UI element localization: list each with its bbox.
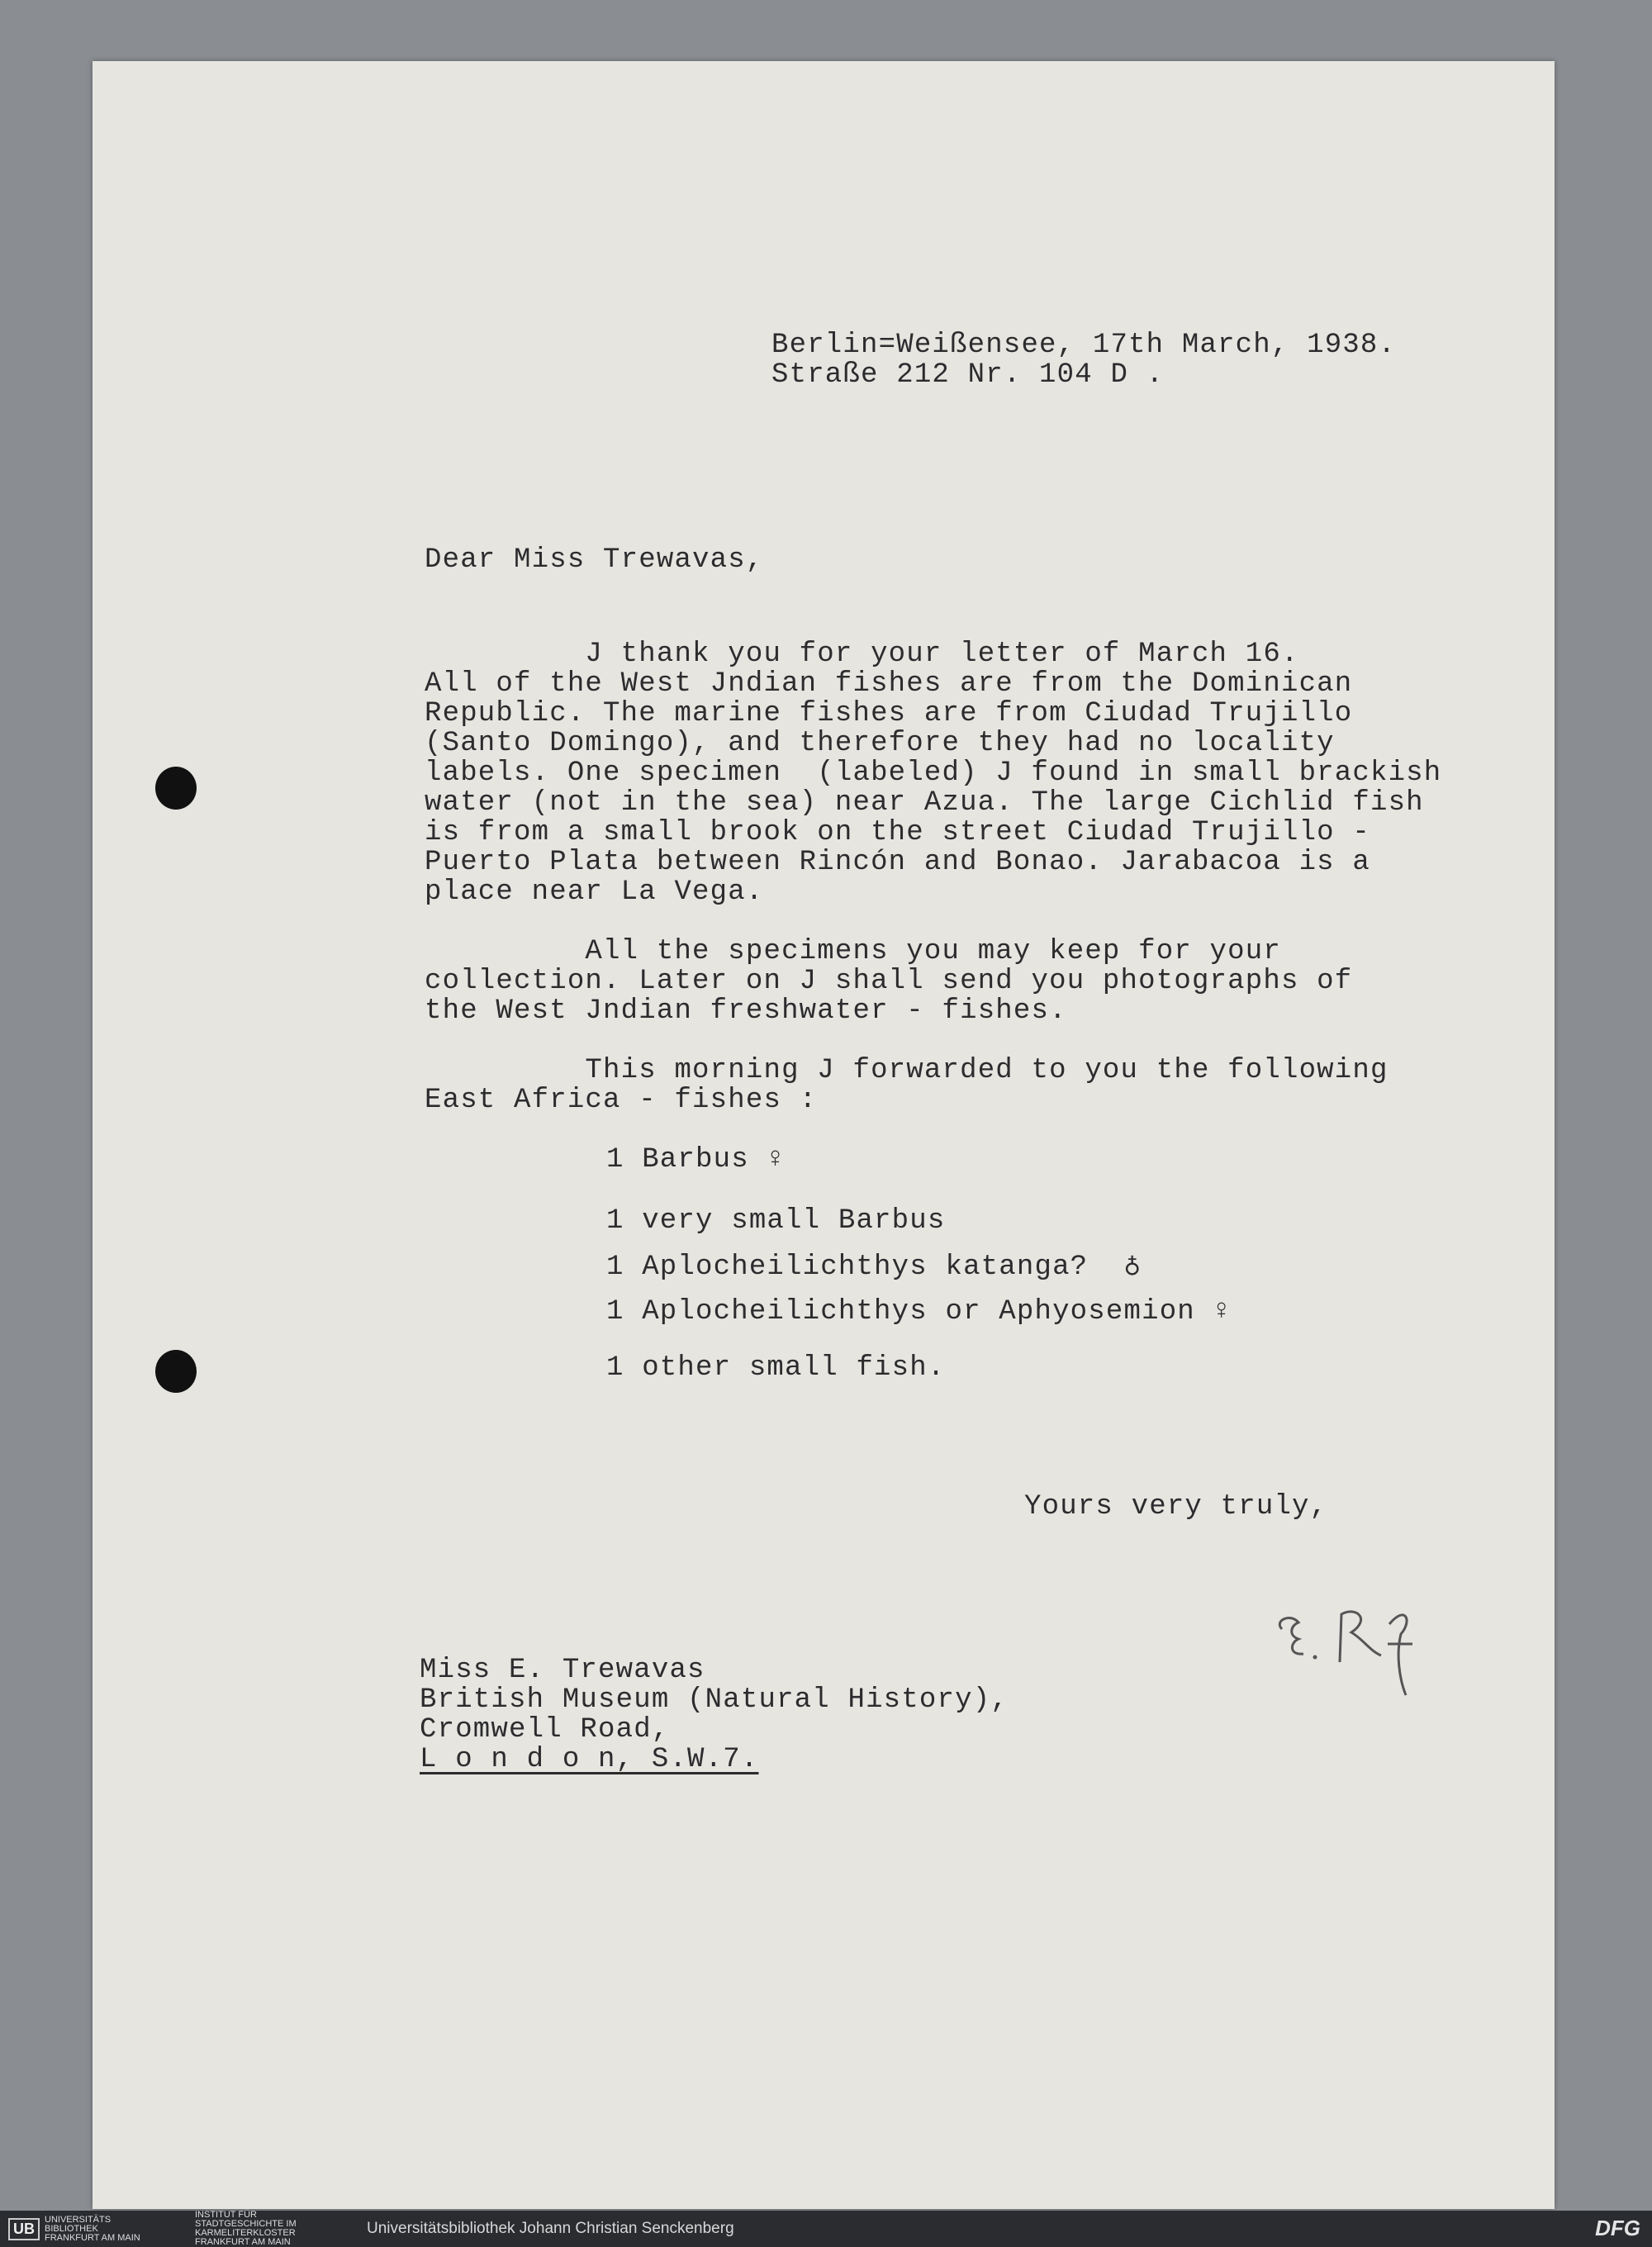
- text-line: All the specimens you may keep for your: [425, 936, 1281, 967]
- text-line: Puerto Plata between Rincón and Bonao. Jarabacoa is a: [425, 847, 1370, 878]
- text-line: Republic. The marine fishes are from Ciudad Trujillo: [425, 698, 1353, 729]
- text-line: This morning J forwarded to you the following: [425, 1055, 1389, 1086]
- list-item: 1 Aplocheilichthys or Aphyosemion ♀: [606, 1296, 1232, 1328]
- library-name: Universitätsbibliothek Johann Christian Senckenberg: [367, 2220, 734, 2237]
- text-line: J thank you for your letter of March 16.: [425, 639, 1299, 670]
- ub-logo: [8, 2214, 144, 2244]
- text-line: is from a small brook on the street Ciudad Trujillo -: [425, 817, 1370, 848]
- text-line: British Museum (Natural History),: [420, 1684, 1009, 1716]
- institute-logo: [195, 2210, 344, 2247]
- text-line: labels. One specimen (labeled) J found in small brackish: [425, 758, 1442, 789]
- list-item: 1 other small fish.: [606, 1352, 946, 1384]
- list-item: 1 Aplocheilichthys katanga? ♁: [606, 1252, 1142, 1283]
- text-line: Cromwell Road,: [420, 1714, 670, 1746]
- dfg-logo: DFG: [1595, 2216, 1640, 2240]
- institute-logo-text: INSTITUT FÜR STADTGESCHICHTE IM KARMELITERKLOSTER FRANKFURT AM MAIN: [195, 2210, 297, 2247]
- text-line: place near La Vega.: [425, 876, 764, 908]
- text-line: All of the West Jndian fishes are from the Dominican: [425, 668, 1353, 700]
- punch-hole-top: [155, 767, 197, 810]
- text-line: Miss E. Trewavas: [420, 1655, 705, 1686]
- letter-sender-address: Straße 212 Nr. 104 D .: [771, 359, 1165, 391]
- recipient-city: L o n d o n, S.W.7.: [420, 1744, 759, 1775]
- text-line: the West Jndian freshwater - fishes.: [425, 995, 1067, 1027]
- letter-place-date: Berlin=Weißensee, 17th March, 1938.: [771, 330, 1397, 361]
- text-line: East Africa - fishes :: [425, 1085, 818, 1116]
- text-line: (Santo Domingo), and therefore they had no locality: [425, 728, 1335, 759]
- letter-page: [93, 61, 1555, 2209]
- footer-bar: [0, 2211, 1652, 2247]
- text-line: collection. Later on J shall send you photographs of: [425, 966, 1353, 997]
- list-item: 1 Barbus ♀: [606, 1144, 786, 1176]
- handwritten-signature: [1265, 1596, 1472, 1703]
- text-line: water (not in the sea) near Azua. The large Cichlid fish: [425, 787, 1424, 819]
- letter-closing: Yours very truly,: [1024, 1491, 1328, 1523]
- list-item: 1 very small Barbus: [606, 1205, 946, 1237]
- punch-hole-bottom: [155, 1350, 197, 1393]
- ub-logo-mark: UB: [8, 2218, 40, 2240]
- ub-logo-text: UNIVERSITÄTS BIBLIOTHEK FRANKFURT AM MAIN: [45, 2214, 140, 2243]
- letter-salutation: Dear Miss Trewavas,: [425, 544, 764, 576]
